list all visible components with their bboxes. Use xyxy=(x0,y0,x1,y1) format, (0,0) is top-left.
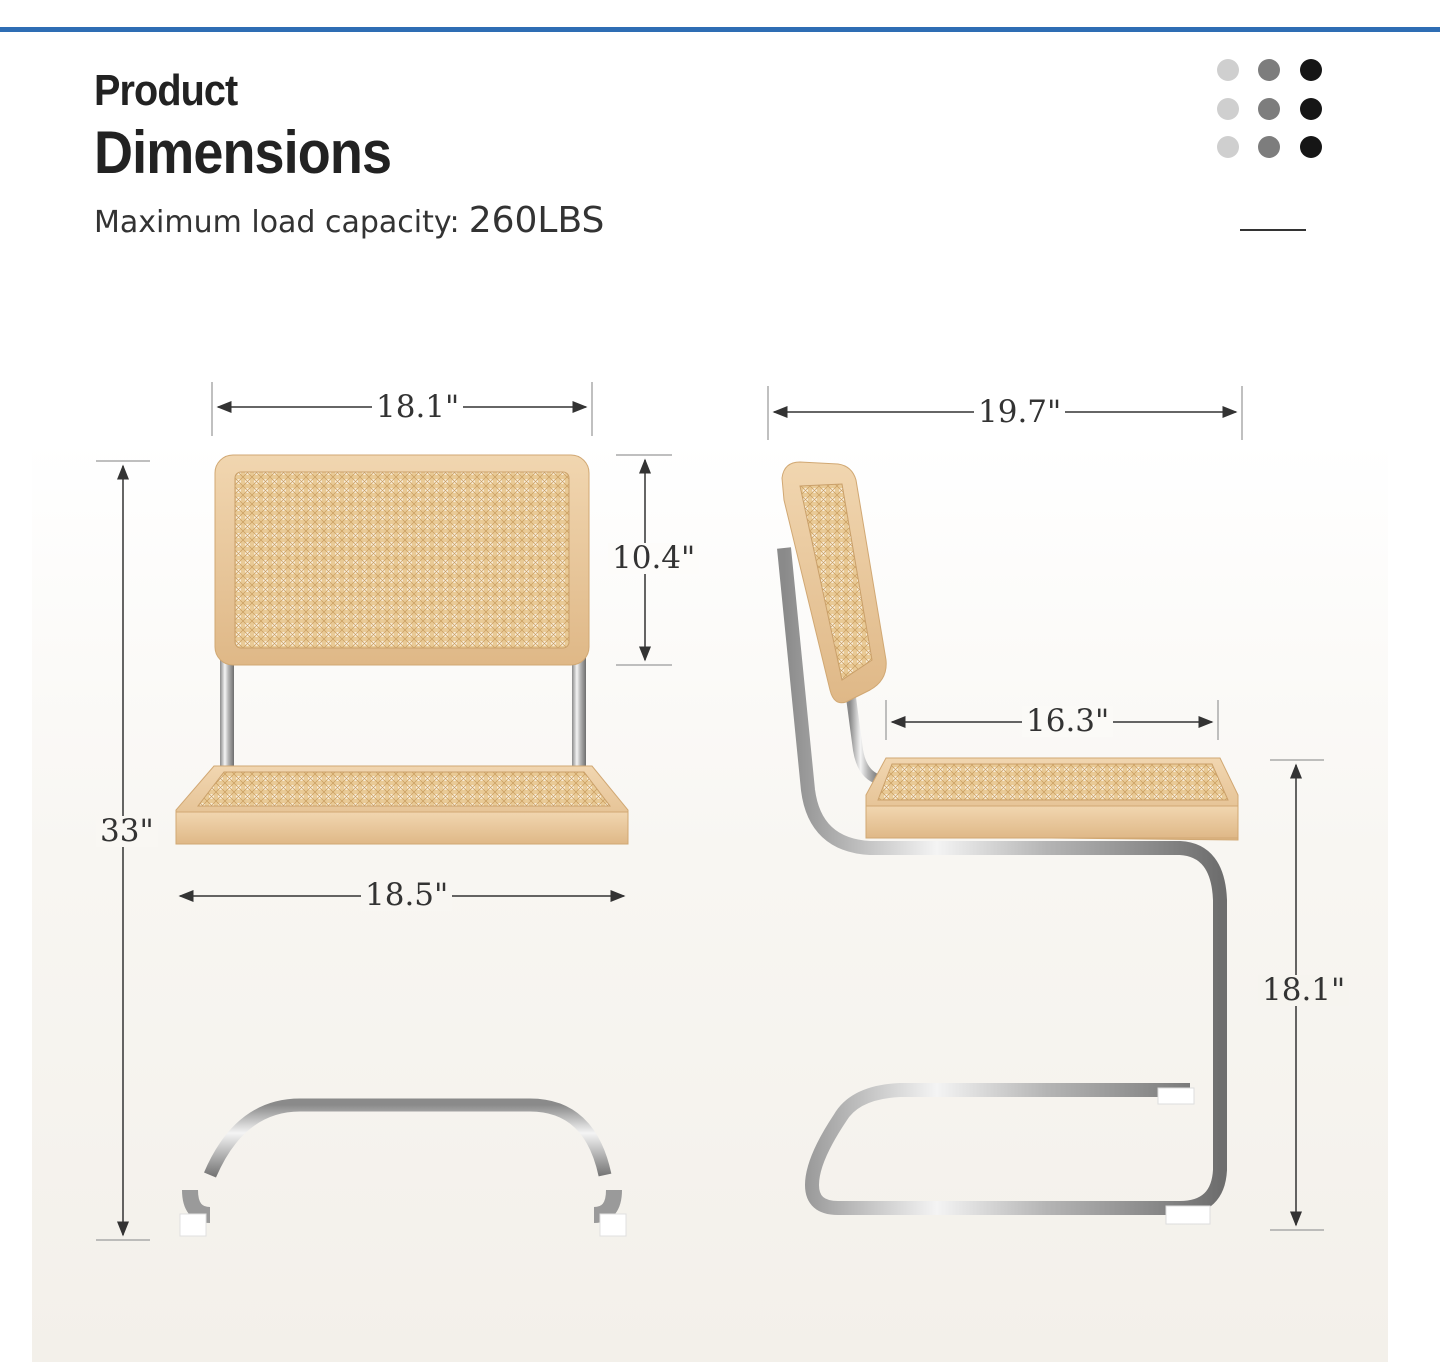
title-dimensions: Dimensions xyxy=(94,119,392,186)
load-capacity-value: 260LBS xyxy=(468,200,605,241)
dim-label-backrest-height: 10.4" xyxy=(608,543,699,574)
front-foot-left xyxy=(180,1214,206,1236)
front-back-post-left xyxy=(220,655,234,775)
front-foot-right xyxy=(600,1214,626,1236)
dim-label-total-depth: 19.7" xyxy=(974,397,1065,428)
dim-label-seat-depth: 16.3" xyxy=(1022,706,1113,737)
side-back-support xyxy=(850,690,880,780)
side-foot-back xyxy=(1158,1088,1194,1104)
front-chair xyxy=(176,455,628,1236)
side-seat-cane xyxy=(878,764,1228,800)
dim-label-seat-width: 18.5" xyxy=(361,880,452,911)
side-chair xyxy=(782,462,1238,1224)
dim-label-seat-height: 18.1" xyxy=(1258,975,1349,1006)
title-product: Product xyxy=(94,66,238,115)
front-backrest-cane xyxy=(235,472,569,648)
front-back-post-right xyxy=(572,655,586,775)
front-leg-curve-right xyxy=(594,1190,614,1215)
side-foot-front xyxy=(1166,1206,1210,1224)
front-seat-edge xyxy=(176,812,628,844)
dim-label-total-height: 33" xyxy=(96,816,158,847)
dim-label-front-width: 18.1" xyxy=(372,392,463,423)
front-leg-curve-left xyxy=(190,1190,210,1215)
side-seat-edge xyxy=(866,806,1238,838)
load-capacity-label: Maximum load capacity: xyxy=(94,205,460,240)
front-seat-cane xyxy=(198,772,610,806)
front-base-rail xyxy=(210,1105,605,1175)
